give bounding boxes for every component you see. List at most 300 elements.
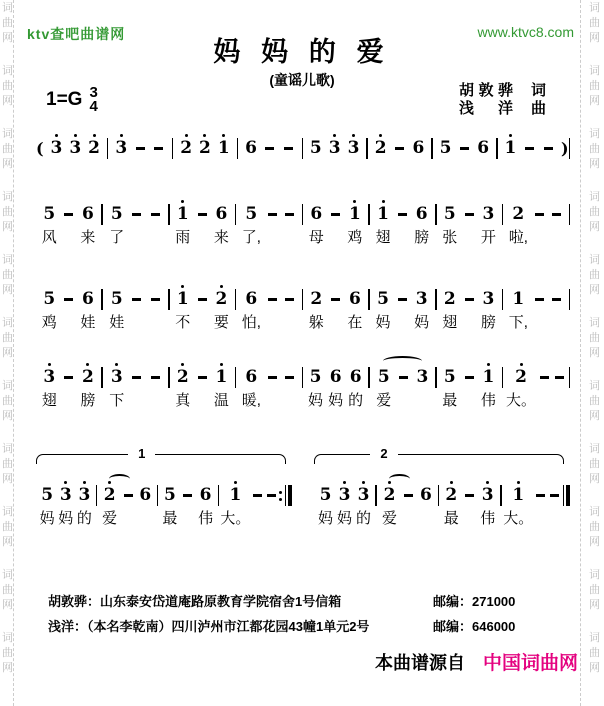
- dash-glyph: [132, 290, 142, 309]
- octave-dot: [234, 481, 237, 484]
- dash-token: [284, 363, 296, 409]
- note-token: [376, 285, 391, 331]
- note-number: 3: [482, 289, 495, 309]
- note-number: 3: [328, 138, 341, 158]
- dash-glyph: [197, 205, 207, 224]
- note-number: 5: [377, 289, 389, 309]
- note-number: 1: [215, 367, 228, 387]
- volta-section: [314, 446, 570, 527]
- note-token: [481, 363, 496, 409]
- dash-token: [63, 200, 75, 246]
- lyric-syllable: 妈: [336, 510, 352, 527]
- dash-glyph: [285, 290, 295, 309]
- lyric-syllable: 伟: [198, 510, 214, 527]
- watermark-char: 词: [2, 506, 13, 518]
- lyric-syllable: 暖,: [241, 392, 261, 409]
- lyric-syllable: 真: [175, 392, 191, 409]
- note-number: 5: [43, 204, 56, 224]
- dash-glyph: [399, 368, 409, 387]
- dash-token: [463, 200, 475, 246]
- note-number: 3: [69, 138, 82, 158]
- note-number: 1: [348, 204, 361, 224]
- note-number: 2: [215, 289, 228, 309]
- note-number: 5: [309, 367, 322, 387]
- watermark-char: 网: [589, 410, 600, 422]
- octave-dot: [352, 134, 355, 137]
- note-token: [242, 363, 261, 409]
- note-number: 2: [445, 485, 458, 505]
- dash-glyph: [555, 368, 565, 387]
- time-numerator: 3: [89, 84, 98, 101]
- measure: [108, 134, 171, 158]
- note-token: [42, 285, 57, 331]
- watermark-group: [589, 444, 600, 485]
- watermark-char: 曲: [2, 521, 13, 533]
- note-number: 5: [443, 204, 456, 224]
- watermark-char: 曲: [589, 332, 600, 344]
- octave-dot: [93, 134, 96, 137]
- note-token: [58, 481, 73, 527]
- dash-glyph: [284, 139, 294, 158]
- dash-glyph: [459, 139, 469, 158]
- composer-name: 浅 洋: [458, 100, 513, 117]
- note-number: 3: [357, 485, 370, 505]
- dash-glyph: [197, 290, 207, 309]
- lyric-syllable: 爱: [102, 510, 118, 527]
- dash-token: [182, 481, 194, 527]
- note-token: [337, 481, 352, 527]
- lyricist-role: 词: [530, 82, 546, 99]
- volta-number: 1: [128, 446, 155, 461]
- dash-token: [131, 200, 143, 246]
- octave-dot: [203, 134, 206, 137]
- watermark-group: [2, 570, 13, 611]
- watermark-char: 词: [589, 128, 600, 140]
- dash-token: [554, 363, 566, 409]
- dash-glyph: [150, 368, 160, 387]
- dash-glyph: [540, 368, 550, 387]
- measure: [36, 200, 101, 246]
- watermark-char: 曲: [589, 647, 600, 659]
- notation-line: [36, 363, 570, 409]
- note-token: [218, 134, 230, 158]
- note-token: [481, 200, 496, 246]
- dash-glyph: [395, 139, 405, 158]
- lyric-syllable: 啦,: [508, 229, 528, 246]
- octave-dot: [509, 134, 512, 137]
- note-token: [109, 363, 124, 409]
- dash-token: [266, 285, 278, 331]
- lyricist-address: 胡敦骅：山东泰安岱道庵路原教育学院宿舍1号信箱: [48, 594, 342, 609]
- measure: [236, 200, 301, 246]
- measure: [303, 363, 368, 409]
- watermark-char: 词: [2, 65, 13, 77]
- dash-glyph: [331, 290, 341, 309]
- watermark-char: 词: [2, 443, 13, 455]
- slur-arc: [383, 356, 422, 366]
- dash-token: [264, 134, 276, 158]
- watermark-group: [589, 318, 600, 359]
- dash-glyph: [403, 486, 413, 505]
- measure: [219, 481, 279, 527]
- dash-glyph: [266, 486, 276, 505]
- note-token: [382, 481, 397, 527]
- key-time-signature: [46, 86, 98, 114]
- note-token: [412, 134, 424, 158]
- note-number: 5: [163, 485, 176, 505]
- measure: [370, 285, 435, 331]
- note-number: 6: [348, 289, 361, 309]
- dash-glyph: [267, 205, 277, 224]
- watermark-char: 词: [589, 191, 600, 203]
- site-name-link[interactable]: ktv查吧曲谱网: [27, 26, 126, 42]
- source-credit: [375, 648, 578, 675]
- measure: [314, 481, 375, 527]
- end-barline: [569, 289, 571, 310]
- note-number: 6: [81, 204, 94, 224]
- note-token: [442, 363, 457, 409]
- measure: [498, 134, 561, 158]
- dash-glyph: [524, 139, 534, 158]
- note-token: [347, 200, 362, 246]
- slur-arc: [109, 474, 130, 484]
- note-token: [40, 481, 55, 527]
- note-token: [376, 200, 391, 246]
- note-token: [444, 481, 459, 527]
- note-token: [80, 285, 95, 331]
- note-number: 3: [115, 138, 128, 158]
- watermark-char: 网: [2, 662, 13, 674]
- dash-glyph: [132, 368, 142, 387]
- octave-dot: [379, 134, 382, 137]
- note-token: [214, 363, 229, 409]
- note-number: 5: [43, 289, 56, 309]
- measure: [173, 134, 236, 158]
- dash-glyph: [534, 290, 544, 309]
- lyric-syllable: 最: [442, 392, 458, 409]
- dash-token: [396, 200, 408, 246]
- note-token: [180, 134, 192, 158]
- note-token: [442, 285, 457, 331]
- dash-glyph: [183, 486, 193, 505]
- note-token: [442, 200, 457, 246]
- note-token: [69, 134, 81, 158]
- note-token: [175, 200, 190, 246]
- dash-token: [63, 363, 75, 409]
- watermark-char: 网: [589, 95, 600, 107]
- dash-token: [551, 200, 563, 246]
- dash-glyph: [331, 205, 341, 224]
- note-number: 1: [377, 204, 389, 224]
- lyricist-postal: 邮编：271000: [433, 594, 516, 609]
- dash-glyph: [552, 290, 562, 309]
- dash-token: [284, 200, 296, 246]
- note-token: [440, 134, 452, 158]
- note-token: [308, 363, 323, 409]
- note-number: 3: [415, 289, 428, 309]
- note-token: [242, 200, 261, 246]
- lyric-syllable: 膀: [80, 392, 96, 409]
- dash-token: [122, 481, 134, 527]
- right-dashed-rule: [580, 0, 581, 706]
- note-number: 5: [439, 138, 452, 158]
- note-number: 1: [176, 289, 189, 309]
- note-token: [477, 134, 489, 158]
- note-token: [480, 481, 495, 527]
- octave-dot: [220, 285, 223, 288]
- dash-token: [402, 481, 414, 527]
- watermark-char: 词: [2, 569, 13, 581]
- watermark-char: 曲: [589, 17, 600, 29]
- note-token: [356, 481, 371, 527]
- song-title: 妈 妈 的 爱: [213, 37, 391, 67]
- watermark-char: 网: [589, 221, 600, 233]
- dash-glyph: [150, 205, 160, 224]
- note-number: 5: [377, 367, 390, 387]
- note-number: 5: [245, 204, 258, 224]
- watermark-char: 曲: [589, 269, 600, 281]
- dash-token: [131, 285, 143, 331]
- watermark-char: 词: [2, 128, 13, 140]
- octave-dot: [520, 363, 523, 366]
- octave-dot: [486, 481, 489, 484]
- dash-token: [398, 363, 410, 409]
- watermark-group: [589, 192, 600, 233]
- note-number: 3: [347, 138, 360, 158]
- end-barline: [569, 204, 571, 225]
- site-url-link[interactable]: www.ktvc8.com: [477, 24, 574, 40]
- watermark-group: [2, 255, 13, 296]
- lyric-syllable: 娃: [80, 314, 96, 331]
- watermark-char: 曲: [2, 206, 13, 218]
- lyric-syllable: 躲: [308, 314, 324, 331]
- note-number: 6: [349, 367, 362, 387]
- dash-token: [196, 285, 208, 331]
- lyric-syllable: 伟: [480, 392, 496, 409]
- composer-role: 曲: [530, 100, 546, 117]
- measure: [502, 481, 563, 527]
- note-number: 5: [443, 367, 456, 387]
- watermark-char: 曲: [2, 143, 13, 155]
- watermark-char: 词: [589, 2, 600, 14]
- time-denominator: 4: [89, 98, 98, 115]
- lyric-syllable: 鸡: [347, 229, 363, 246]
- watermark-char: 网: [2, 32, 13, 44]
- note-number: 1: [512, 485, 525, 505]
- lyric-syllable: 要: [213, 314, 229, 331]
- watermark-group: [589, 381, 600, 422]
- note-token: [109, 285, 124, 331]
- dash-glyph: [464, 486, 474, 505]
- octave-dot: [517, 481, 520, 484]
- watermark-char: 词: [2, 2, 13, 14]
- note-number: 2: [81, 367, 94, 387]
- note-number: 2: [199, 138, 211, 158]
- barline-thick: [288, 485, 292, 506]
- dash-token: [149, 285, 161, 331]
- dash-token: [153, 134, 165, 158]
- watermark-char: 网: [2, 599, 13, 611]
- note-token: [115, 134, 127, 158]
- note-token: [162, 481, 177, 527]
- note-number: 2: [383, 485, 396, 505]
- watermark-char: 词: [2, 254, 13, 266]
- watermark-group: [589, 129, 600, 170]
- dash-token: [330, 285, 342, 331]
- dash-glyph: [285, 205, 295, 224]
- end-barline: [569, 367, 571, 388]
- measure: [103, 285, 168, 331]
- watermark-group: [589, 507, 600, 548]
- dash-glyph: [265, 139, 275, 158]
- octave-dot: [487, 363, 490, 366]
- measure: [433, 134, 496, 158]
- composer-address: 浅洋：（本名李乾南）四川泸州市江都花园43幢1单元2号: [48, 619, 370, 634]
- lyric-syllable: 膀: [414, 229, 430, 246]
- dash-token: [196, 200, 208, 246]
- note-token: [88, 134, 100, 158]
- note-token: [506, 363, 536, 409]
- note-token: [102, 481, 117, 527]
- measure: [303, 134, 366, 158]
- dash-token: [463, 285, 475, 331]
- watermark-char: 曲: [589, 584, 600, 596]
- measure: [158, 481, 218, 527]
- lyric-syllable: 妈: [317, 510, 333, 527]
- dash-token: [533, 285, 545, 331]
- watermark-char: 词: [2, 317, 13, 329]
- dash-glyph: [534, 205, 544, 224]
- repeat-dots: [279, 485, 282, 506]
- lyric-syllable: 怕,: [241, 314, 261, 331]
- dash-token: [265, 481, 277, 527]
- note-number: 2: [374, 138, 387, 158]
- note-number: 6: [199, 485, 212, 505]
- dash-glyph: [550, 486, 560, 505]
- watermark-char: 词: [589, 380, 600, 392]
- dash-glyph: [150, 290, 160, 309]
- note-token: [309, 200, 324, 246]
- measure: [236, 285, 301, 331]
- note-number: 3: [481, 485, 494, 505]
- watermark-char: 曲: [2, 647, 13, 659]
- volta-bracket: [314, 454, 564, 464]
- note-token: [414, 200, 429, 246]
- note-token: [329, 134, 341, 158]
- end-barline: [569, 138, 571, 159]
- octave-dot: [333, 134, 336, 137]
- note-number: 5: [319, 485, 332, 505]
- lyric-syllable: 爱: [381, 510, 397, 527]
- octave-dot: [120, 134, 123, 137]
- right-watermark-column: [589, 3, 600, 674]
- watermark-group: [589, 255, 600, 296]
- note-token: [504, 134, 516, 158]
- lyric-syllable: 的: [76, 510, 92, 527]
- time-signature: [89, 86, 97, 114]
- lyric-syllable: 妈: [308, 392, 324, 409]
- lyric-syllable: 翅: [41, 392, 57, 409]
- composer-postal: 邮编：646000: [433, 619, 516, 634]
- note-token: [80, 363, 95, 409]
- key-label: 1=G: [46, 89, 83, 110]
- credits-block: [459, 82, 546, 117]
- octave-dot: [181, 363, 184, 366]
- credit-site-link[interactable]: 中国词曲网: [482, 653, 578, 674]
- note-number: 3: [338, 485, 351, 505]
- watermark-char: 网: [589, 599, 600, 611]
- dash-token: [394, 134, 406, 158]
- lyric-syllable: 最: [162, 510, 178, 527]
- watermark-char: 曲: [2, 332, 13, 344]
- measure: [236, 363, 301, 409]
- lyric-syllable: 了,: [241, 229, 261, 246]
- song-subtitle: (童谣儿歌): [269, 72, 335, 88]
- octave-dot: [86, 363, 89, 366]
- octave-dot: [55, 134, 58, 137]
- lyric-syllable: 伟: [480, 510, 496, 527]
- dash-glyph: [267, 368, 277, 387]
- note-token: [198, 481, 213, 527]
- lyric-syllable: 妈: [39, 510, 55, 527]
- note-number: 6: [245, 289, 258, 309]
- measure: [303, 200, 368, 246]
- note-number: 5: [309, 138, 322, 158]
- watermark-group: [589, 570, 600, 611]
- octave-dot: [115, 363, 118, 366]
- dash-token: [396, 285, 408, 331]
- note-token: [414, 285, 429, 331]
- note-number: 6: [329, 367, 342, 387]
- lyric-syllable: 在: [347, 314, 363, 331]
- note-token: [376, 363, 391, 409]
- watermark-char: 网: [589, 536, 600, 548]
- dash-token: [458, 134, 470, 158]
- dash-token: [463, 481, 475, 527]
- lyric-syllable: 母: [308, 229, 324, 246]
- measure: [36, 481, 96, 527]
- note-number: 3: [416, 367, 429, 387]
- note-token: [416, 363, 428, 409]
- watermark-char: 曲: [2, 80, 13, 92]
- dash-glyph: [552, 205, 562, 224]
- notation-line: [36, 134, 570, 159]
- octave-dot: [83, 481, 86, 484]
- note-number: 3: [78, 485, 91, 505]
- lyric-syllable: 妈: [58, 510, 74, 527]
- note-token: [310, 134, 322, 158]
- note-token: [245, 134, 257, 158]
- open-paren: (: [36, 139, 44, 158]
- watermark-char: 曲: [2, 17, 13, 29]
- note-token: [109, 200, 124, 246]
- watermark-char: 网: [2, 347, 13, 359]
- note-number: 6: [139, 485, 152, 505]
- watermark-group: [2, 444, 13, 485]
- note-number: 3: [43, 367, 56, 387]
- note-token: [503, 481, 533, 527]
- measure: [503, 363, 568, 409]
- octave-dot: [343, 481, 346, 484]
- dash-token: [149, 200, 161, 246]
- measure: [370, 363, 435, 409]
- watermark-group: [2, 381, 13, 422]
- lyric-syllable: 张: [442, 229, 458, 246]
- lyricist-name: 胡敦骅: [458, 82, 513, 99]
- dash-glyph: [536, 486, 546, 505]
- note-number: 2: [515, 367, 527, 387]
- note-number: 6: [412, 138, 425, 158]
